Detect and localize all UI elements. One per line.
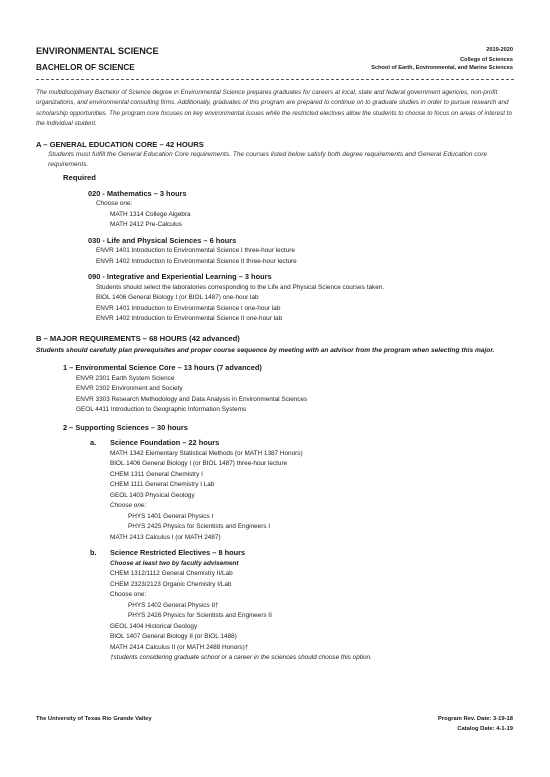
catalog-date: Catalog Date: 4-1-19 bbox=[457, 726, 513, 732]
course-item: MATH 2414 Calculus II (or MATH 2488 Honors)† bbox=[110, 643, 249, 651]
course-item: MATH 2413 Calculus I (or MATH 2487) bbox=[110, 533, 221, 541]
electives-title: Science Restricted Electives – 8 hours bbox=[110, 548, 246, 558]
footnote: †students considering graduate school or a career in the sciences should choose this option. bbox=[110, 654, 372, 662]
course-item: MATH 1342 Elementary Statistical Methods (or MATH 1387 Honors) bbox=[110, 449, 303, 457]
category-090-heading: 090 - Integrative and Experiential Learning – 3 hours bbox=[88, 272, 272, 282]
course-item: PHYS 2425 Physics for Scientists and Engineers I bbox=[128, 523, 271, 531]
course-item: BIOL 1406 General Biology I (or BIOL 1487) three-hour lecture bbox=[110, 460, 288, 468]
school-name: School of Earth, Environmental, and Marine Sciences bbox=[371, 65, 513, 71]
course-item: CHEM 1311 General Chemistry I bbox=[110, 470, 203, 478]
program-rev-date: Program Rev. Date: 3-19-18 bbox=[438, 716, 513, 722]
foundation-title: Science Foundation – 22 hours bbox=[110, 438, 220, 448]
course-item: PHYS 1401 General Physics I bbox=[128, 512, 214, 520]
degree-title: BACHELOR OF SCIENCE bbox=[36, 63, 135, 72]
page-title: ENVIRONMENTAL SCIENCE bbox=[36, 46, 159, 56]
program-description: The multidisciplinary Bachelor of Science degree in Environmental Science prepares graduates for careers at local, state and federal government agencies, non-profit organizations, and environmental consulting firms. Additionally, graduates of this program are prepared to continue on to graduate studies in order to pursue research and scholarship opportunities. The program core focuses on key environmental issues while the restricted electives allow the students to choose to focus on areas of interest to the individual student. bbox=[36, 89, 513, 128]
university-name: The University of Texas Rio Grande Valley bbox=[36, 716, 152, 722]
choose-one-label: Choose one: bbox=[96, 200, 133, 208]
list-letter: b. bbox=[90, 548, 97, 558]
college-name: College of Sciences bbox=[460, 57, 513, 63]
course-item: ENVR 1401 Introduction to Environmental Science I three-hour lecture bbox=[96, 247, 295, 255]
supporting-heading: 2 – Supporting Sciences – 30 hours bbox=[63, 422, 188, 432]
section-a-heading: A – GENERAL EDUCATION CORE – 42 HOURS bbox=[36, 139, 204, 149]
course-item: GEOL 1403 Physical Geology bbox=[110, 491, 195, 499]
main-content bbox=[36, 88, 516, 664]
list-letter: a. bbox=[90, 438, 97, 448]
course-item: BIOL 1407 General Biology II (or BIOL 1488) bbox=[110, 633, 237, 641]
section-b-note: Students should carefully plan prerequisites and proper course sequence by meeting with an advisor from the program when selecting this major. bbox=[36, 346, 495, 354]
section-b-heading: B – MAJOR REQUIREMENTS – 68 HOURS (42 advanced) bbox=[36, 333, 240, 343]
course-item: BIOL 1406 General Biology I (or BIOL 1487) one-hour lab bbox=[96, 294, 259, 302]
lab-selection-note: Students should select the laboratories corresponding to the Life and Physical Science courses taken. bbox=[96, 283, 385, 291]
course-item: ENVR 1401 Introduction to Environmental Science I one-hour lab bbox=[96, 304, 281, 312]
category-020-heading: 020 - Mathematics – 3 hours bbox=[88, 188, 187, 198]
catalog-year: 2019-2020 bbox=[486, 47, 513, 53]
choose-one-label: Choose one: bbox=[110, 591, 147, 599]
electives-heading bbox=[36, 547, 516, 559]
header-divider bbox=[36, 79, 514, 80]
course-item: CHEM 1111 General Chemistry I Lab bbox=[110, 481, 215, 489]
required-label: Required bbox=[63, 172, 96, 182]
course-item: CHEM 2323/2123 Organic Chemistry I/Lab bbox=[110, 580, 232, 588]
course-item: ENVR 1402 Introduction to Environmental Science II three-hour lecture bbox=[96, 257, 297, 265]
course-item: ENVR 1402 Introduction to Environmental Science II one-hour lab bbox=[96, 315, 283, 323]
course-item: PHYS 2426 Physics for Scientists and Engineers II bbox=[128, 612, 272, 620]
course-item: MATH 2412 Pre-Calculus bbox=[110, 221, 182, 229]
course-item: ENVR 3303 Research Methodology and Data Analysis in Environmental Sciences bbox=[76, 395, 308, 403]
course-item: GEOL 1404 Historical Geology bbox=[110, 622, 198, 630]
foundation-heading bbox=[36, 437, 516, 449]
choose-one-label: Choose one: bbox=[110, 502, 147, 510]
category-030-heading: 030 - Life and Physical Sciences – 6 hours bbox=[88, 235, 237, 245]
course-item: ENVR 2301 Earth System Science bbox=[76, 374, 175, 382]
course-item: PHYS 1402 General Physics II† bbox=[128, 601, 219, 609]
course-item: GEOL 4411 Introduction to Geographic Information Systems bbox=[76, 406, 247, 414]
course-item: CHEM 1312/1112 General Chemistry II/Lab bbox=[110, 570, 233, 578]
section-a-note: Students must fulfill the General Education Core requirements. The courses listed below satisfy both degree requirements and General Education core requirements. bbox=[48, 150, 488, 169]
core-heading: 1 – Environmental Science Core – 13 hours (7 advanced) bbox=[63, 363, 262, 373]
course-item: MATH 1314 College Algebra bbox=[110, 210, 191, 218]
advisement-note: Choose at least two by faculty advisement bbox=[110, 559, 239, 567]
course-item: ENVR 2302 Environment and Society bbox=[76, 385, 183, 393]
